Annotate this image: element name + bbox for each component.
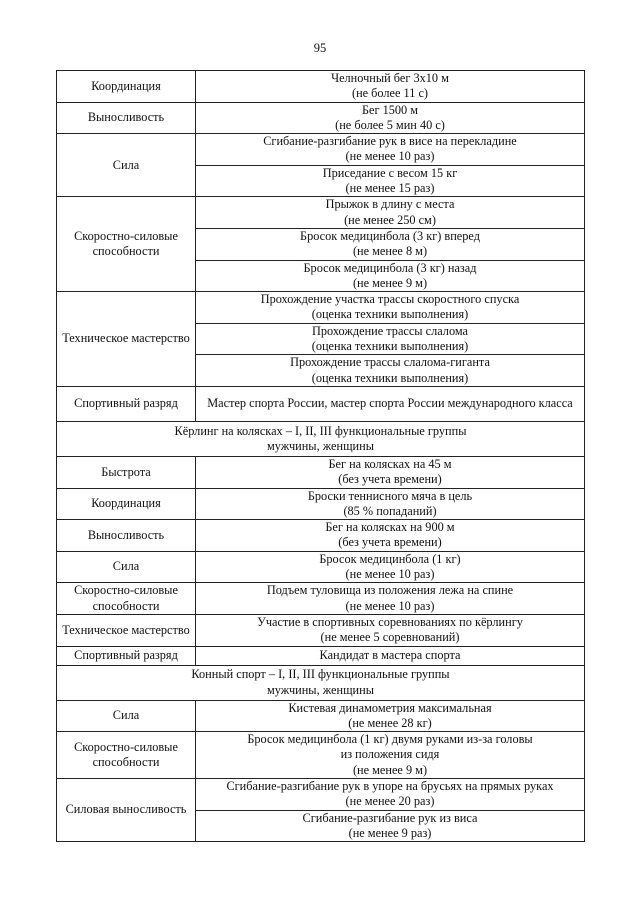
table-row (57, 386, 585, 421)
section-title-equestrian: Конный спорт – I, II, III функциональные группы мужчины, женщины (57, 665, 585, 700)
table-row (57, 551, 585, 583)
test-cell: Бросок медицинбола (1 кг) (не менее 10 раз) (196, 551, 585, 583)
quality-cell: Выносливость (57, 520, 196, 552)
page-number: 95 (313, 41, 327, 55)
test-cell: Бег 1500 м (не более 5 мин 40 с) (196, 102, 585, 134)
table-row (57, 134, 585, 166)
table-row (57, 646, 585, 665)
test-cell: Сгибание-разгибание рук в упоре на брусьях на прямых руках (не менее 20 раз) (196, 778, 585, 810)
quality-cell: Скоростно-силовые способности (57, 732, 196, 779)
test-cell: Прохождение участка трассы скоростного спуска (оценка техники выполнения) (196, 292, 585, 324)
test-cell: Сгибание-разгибание рук из виса (не менее 9 раз) (196, 810, 585, 842)
test-cell: Челночный бег 3х10 м (не более 11 с) (196, 71, 585, 103)
test-cell: Кистевая динамометрия максимальная (не менее 28 кг) (196, 700, 585, 732)
test-cell: Бросок медицинбола (3 кг) вперед (не менее 8 м) (196, 228, 585, 260)
quality-cell: Техническое мастерство (57, 292, 196, 387)
table-row (57, 520, 585, 552)
test-cell: Прохождение трассы слалома (оценка техники выполнения) (196, 323, 585, 355)
test-cell: Сгибание-разгибание рук в висе на перекладине (не менее 10 раз) (196, 134, 585, 166)
test-cell: Прыжок в длину с места (не менее 250 см) (196, 197, 585, 229)
quality-cell: Выносливость (57, 102, 196, 134)
standards-table (56, 70, 585, 842)
test-cell: Бросок медицинбола (1 кг) двумя руками из-за головы из положения сидя (не менее 9 м) (196, 732, 585, 779)
quality-cell: Спортивный разряд (57, 646, 196, 665)
table-row (57, 102, 585, 134)
test-cell: Подъем туловища из положения лежа на спине (не менее 10 раз) (196, 583, 585, 615)
table-row (57, 700, 585, 732)
test-cell: Участие в спортивных соревнованиях по кёрлингу (не менее 5 соревнований) (196, 614, 585, 646)
quality-cell: Быстрота (57, 456, 196, 488)
table-row (57, 488, 585, 520)
test-cell: Броски теннисного мяча в цель (85 % попаданий) (196, 488, 585, 520)
table-row (57, 778, 585, 810)
test-cell: Бег на колясках на 45 м (без учета времени) (196, 456, 585, 488)
quality-cell: Силовая выносливость (57, 778, 196, 841)
test-cell: Бросок медицинбола (3 кг) назад (не менее 9 м) (196, 260, 585, 292)
quality-cell: Координация (57, 488, 196, 520)
test-cell: Приседание с весом 15 кг (не менее 15 раз) (196, 165, 585, 197)
test-cell: Прохождение трассы слалома-гиганта (оценка техники выполнения) (196, 355, 585, 387)
table-row (57, 456, 585, 488)
table-row (57, 292, 585, 324)
quality-cell: Сила (57, 551, 196, 583)
quality-cell: Скоростно-силовые способности (57, 583, 196, 615)
quality-cell: Координация (57, 71, 196, 103)
quality-cell: Сила (57, 700, 196, 732)
test-cell: Бег на колясках на 900 м (без учета времени) (196, 520, 585, 552)
quality-cell: Спортивный разряд (57, 386, 196, 421)
test-cell: Кандидат в мастера спорта (196, 646, 585, 665)
table-row (57, 71, 585, 103)
quality-cell: Сила (57, 134, 196, 197)
section-header-row (57, 665, 585, 700)
section-header-row (57, 421, 585, 456)
section-title-curling: Кёрлинг на колясках – I, II, III функциональные группы мужчины, женщины (57, 421, 585, 456)
table-row (57, 583, 585, 615)
test-cell: Мастер спорта России, мастер спорта России международного класса (196, 386, 585, 421)
quality-cell: Техническое мастерство (57, 614, 196, 646)
table-row (57, 732, 585, 779)
quality-cell: Скоростно-силовые способности (57, 197, 196, 292)
table-row (57, 614, 585, 646)
table-row (57, 197, 585, 229)
